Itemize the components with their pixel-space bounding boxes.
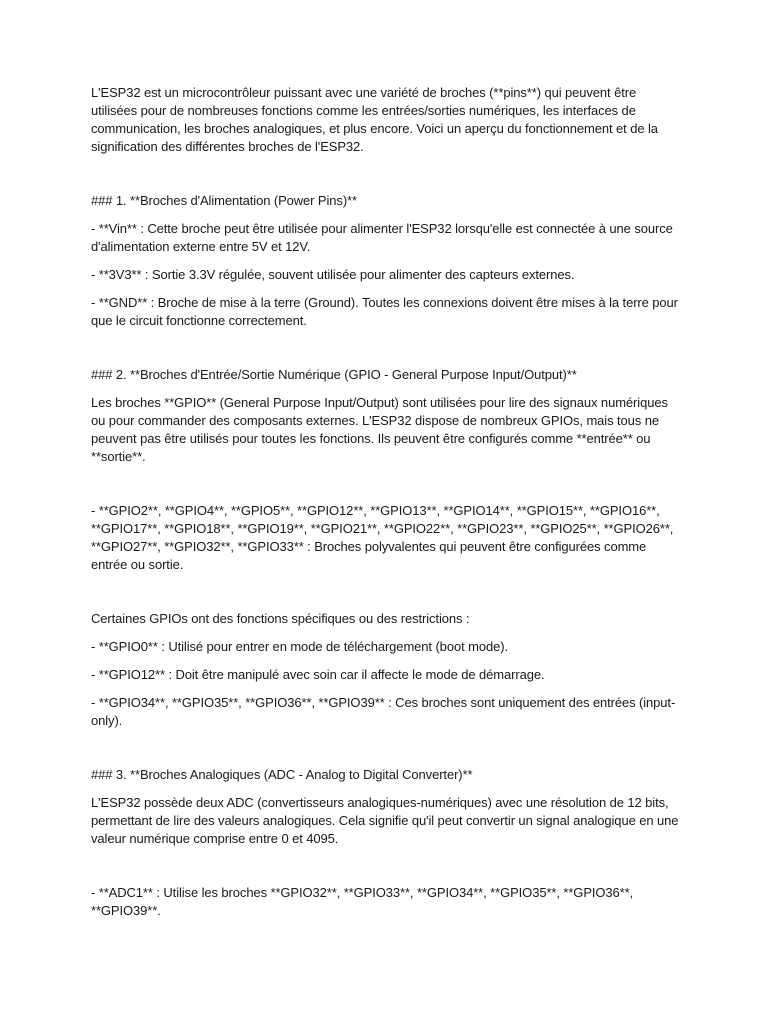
section1-heading: ### 1. **Broches d'Alimentation (Power Pins)** <box>91 193 357 208</box>
section2-intro: Les broches **GPIO** (General Purpose Input/Output) sont utilisées pour lire des signaux numériques ou pour commander des composants externes. L'ESP32 dispose de nombreux GPIOs, mais tous ne peuvent pas être utilisés pour toutes les fonctions. Ils peuvent être configurés comme **entrée** ou **sortie**. <box>91 395 668 464</box>
section2-restriction-gpio12: - **GPIO12** : Doit être manipulé avec soin car il affecte le mode de démarrage. <box>91 667 545 682</box>
section2-gpio-list: - **GPIO2**, **GPIO4**, **GPIO5**, **GPIO12**, **GPIO13**, **GPIO14**, **GPIO15**, **GPIO16**, **GPIO17**, **GPIO18**, **GPIO19**, **GPIO21**, **GPIO22**, **GPIO23**, **GPIO25**, **GPIO26**, **GPIO27**, **GPIO32**, **GPIO33** : Broches polyvalentes qui peuvent être configurées comme entrée ou sortie. <box>91 503 674 572</box>
intro-paragraph: L'ESP32 est un microcontrôleur puissant avec une variété de broches (**pins**) qui peuvent être utilisées pour de nombreuses fonctions comme les entrées/sorties numériques, les interfaces de communication, les broches analogiques, et plus encore. Voici un aperçu du fonctionnement et de la signification des différentes broches de l'ESP32. <box>91 85 658 154</box>
section1-item-vin: - **Vin** : Cette broche peut être utilisée pour alimenter l'ESP32 lorsqu'elle est connectée à une source d'alimentation externe entre 5V et 12V. <box>91 221 673 254</box>
section2-heading: ### 2. **Broches d'Entrée/Sortie Numérique (GPIO - General Purpose Input/Output)** <box>91 367 577 382</box>
section2-restriction-input-only: - **GPIO34**, **GPIO35**, **GPIO36**, **GPIO39** : Ces broches sont uniquement des entrées (input-only). <box>91 695 676 728</box>
section2-restriction-gpio0: - **GPIO0** : Utilisé pour entrer en mode de téléchargement (boot mode). <box>91 639 508 654</box>
section3-adc1: - **ADC1** : Utilise les broches **GPIO32**, **GPIO33**, **GPIO34**, **GPIO35**, **GPIO36**, **GPIO39**. <box>91 885 634 918</box>
section1-item-gnd: - **GND** : Broche de mise à la terre (Ground). Toutes les connexions doivent être mises à la terre pour que le circuit fonctionne correctement. <box>91 295 678 328</box>
section3-heading: ### 3. **Broches Analogiques (ADC - Analog to Digital Converter)** <box>91 767 473 782</box>
section3-intro: L'ESP32 possède deux ADC (convertisseurs analogiques-numériques) avec une résolution de 12 bits, permettant de lire des valeurs analogiques. Cela signifie qu'il peut convertir un signal analogique en une valeur numérique comprise entre 0 et 4095. <box>91 795 679 846</box>
section1-item-3v3: - **3V3** : Sortie 3.3V régulée, souvent utilisée pour alimenter des capteurs externes. <box>91 267 575 282</box>
document-page <box>91 84 681 920</box>
section2-restrictions-intro: Certaines GPIOs ont des fonctions spécifiques ou des restrictions : <box>91 611 470 626</box>
